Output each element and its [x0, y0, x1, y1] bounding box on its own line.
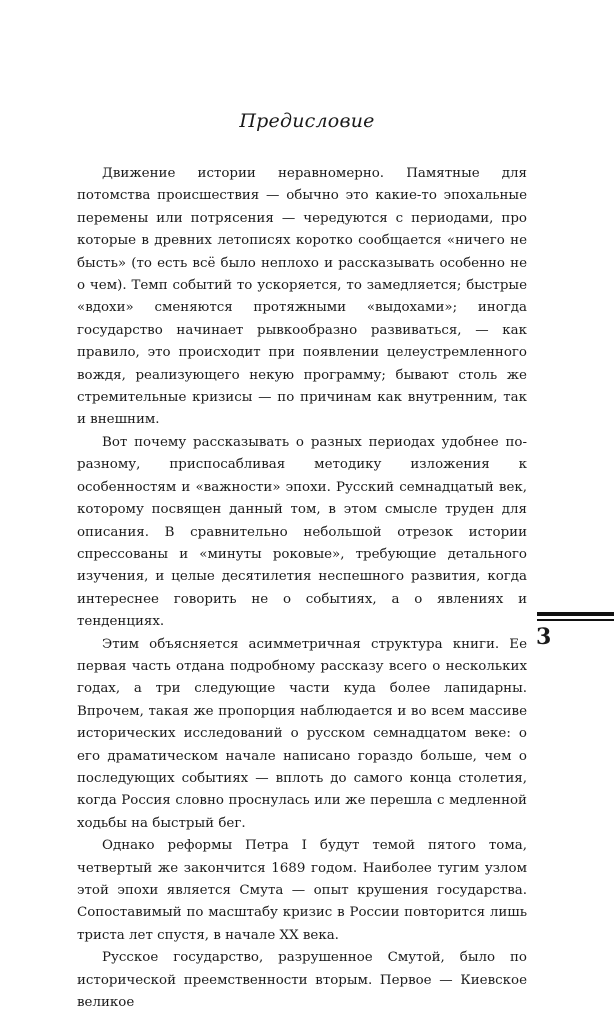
body-text: [77, 163, 527, 1014]
paragraph: Русское государство, разрушенное Смутой, было по исторической преемственности вторым. Первое — Киевское великое: [77, 950, 527, 1011]
paragraph: Однако реформы Петра I будут темой пятого тома, четвертый же закончится 1689 годом. Наиболее тугим узлом этой эпохи является Смута — опыт крушения государства. Сопоставимый по масштабу кризис в России повторится лишь триста лет спустя, в начале XX века.: [77, 838, 527, 943]
page-title: Предисловие: [239, 110, 375, 132]
margin-rule-thick: [537, 612, 614, 616]
margin-rule-thin: [537, 619, 614, 621]
page-number: 3: [536, 624, 552, 650]
paragraph: Вот почему рассказывать о разных периодах удобнее по-разному, приспосабливая методику изложения к особенностям и «важности» эпохи. Русский семнадцатый век, которому посвящен данный том, в этом смысле труден для описания. В сравнительно небольшой отрезок истории спрессованы и «минуты роковые», требующие детального изучения, и целые десятилетия неспешного развития, когда интереснее говорить не о событиях, а о явлениях и тенденциях.: [77, 434, 527, 630]
paragraph: Этим объясняется асимметричная структура книги. Ее первая часть отдана подробному рассказу всего о нескольких годах, а три следующие части куда более лапидарны. Впрочем, такая же пропорция наблюдается и во всем массиве исторических исследований о русском семнадцатом веке: о его драматическом начале написано гораздо больше, чем о последующих событиях — вплоть до самого конца столетия, когда Россия словно проснулась или же перешла с медленной ходьбы на быстрый бег.: [77, 636, 527, 831]
paragraph: Движение истории неравномерно. Памятные для потомства происшествия — обычно это какие-то эпохальные перемены или потрясения — чередуются с периодами, про которые в древних летописях коротко сообщается «ничего не бысть» (то есть всё было неплохо и рассказывать особенно не о чем). Темп событий то ускоряется, то замедляется; быстрые «вдохи» сменяются протяжными «выдохами»; иногда государство начинает рывкообразно развиваться, — как правило, это происходит при появлении целеустремленного вождя, реализующего некую программу; бывают столь же стремительные кризисы — по причинам как внутренним, так и внешним.: [77, 166, 527, 428]
